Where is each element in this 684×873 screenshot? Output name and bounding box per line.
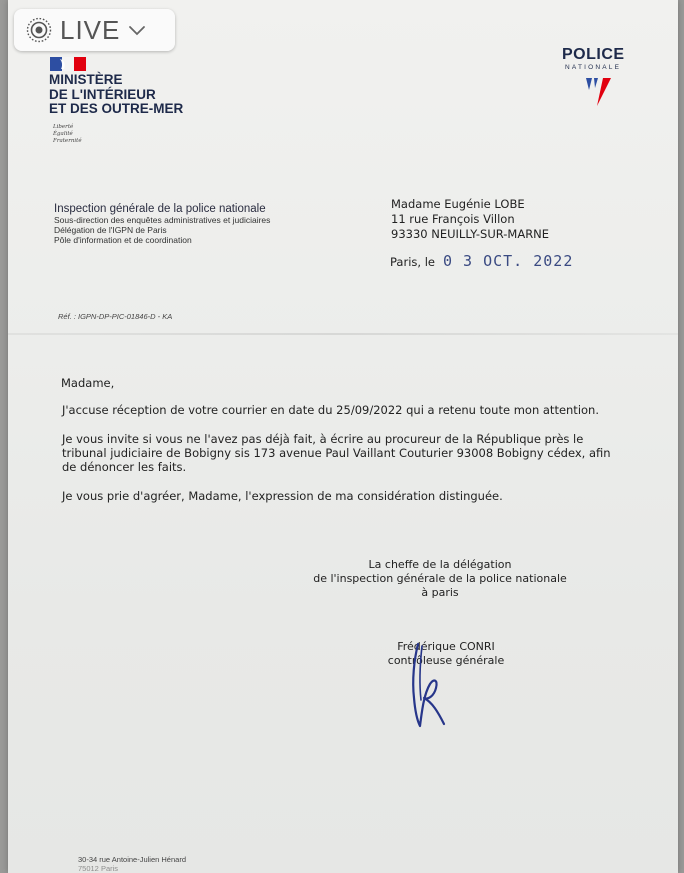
letter-page <box>8 0 678 873</box>
reference-number: Réf. : IGPN-DP-PIC-01846-D - KA <box>58 312 173 321</box>
service-line: Pôle d'information et de coordination <box>54 235 192 245</box>
ministry-line: DE L'INTÉRIEUR <box>49 86 156 102</box>
live-photo-badge[interactable] <box>14 9 175 51</box>
signature-line: La cheffe de la délégation <box>368 558 512 571</box>
recipient-name: Madame Eugénie LOBE <box>391 197 525 211</box>
issuing-service <box>54 203 270 245</box>
body-paragraph: J'accuse réception de votre courrier en date du 25/09/2022 qui a retenu toute mon attention. <box>62 403 599 417</box>
police-logo-subtitle: NATIONALE <box>565 64 622 71</box>
live-photo-icon <box>26 17 52 43</box>
signature-line: de l'inspection générale de la police nationale <box>313 572 567 585</box>
marianne-flag-icon <box>50 57 86 71</box>
chevron-down-icon <box>128 24 146 36</box>
ministry-line: ET DES OUTRE-MER <box>49 101 184 116</box>
salutation: Madame, <box>61 376 115 390</box>
signature-heading <box>310 558 570 600</box>
recipient-city: 93330 NEUILLY-SUR-MARNE <box>391 227 550 241</box>
motto-line: Égalité <box>53 131 73 137</box>
service-line: Sous-direction des enquêtes administratives et judiciaires <box>54 215 271 225</box>
signer-title: contrôleuse générale <box>387 654 505 667</box>
signature-line: à paris <box>421 586 459 599</box>
police-tricolor-icon <box>583 76 619 108</box>
footer-line: 30-34 rue Antoine-Julien Hénard <box>78 855 186 864</box>
ministry-line: MINISTÈRE <box>49 72 123 87</box>
body-paragraph: Je vous invite si vous ne l'avez pas déjà fait, à écrire au procureur de la République près le tribunal judiciaire de Bobigny sis 173 avenue Paul Vaillant Couturier 93008 Bobigny cédex, afin de dénoncer les faits. <box>62 432 611 474</box>
letter-body <box>61 376 621 503</box>
date-stamp: 0 3 OCT. 2022 <box>442 252 574 270</box>
service-line: Délégation de l'IGPN de Paris <box>54 225 167 235</box>
footer-line: 75012 Paris <box>78 864 119 873</box>
date-line <box>390 252 573 270</box>
motto <box>53 124 82 145</box>
footer-address <box>78 855 186 873</box>
paper-fold <box>8 333 678 335</box>
handwritten-signature <box>404 640 464 732</box>
ministry-title <box>49 73 183 117</box>
date-prefix: Paris, le <box>390 255 435 269</box>
body-paragraph: Je vous prie d'agréer, Madame, l'expression de ma considération distinguée. <box>62 489 503 503</box>
live-label: LIVE <box>60 14 121 45</box>
motto-line: Fraternité <box>53 138 82 144</box>
signer-name: Frédérique CONRI <box>397 640 495 653</box>
police-logo-title: POLICE <box>562 46 625 63</box>
motto-line: Liberté <box>53 124 74 130</box>
recipient-street: 11 rue François Villon <box>391 212 515 226</box>
recipient-address <box>391 197 549 242</box>
service-name: Inspection générale de la police nationale <box>54 203 266 215</box>
